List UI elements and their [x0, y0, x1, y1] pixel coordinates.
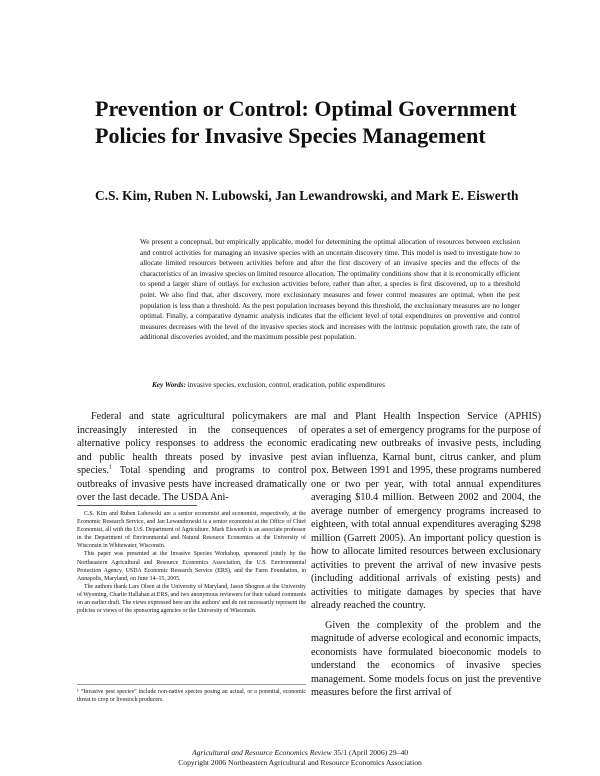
body-paragraph: mal and Plant Health Inspection Service (APHIS) operates a set of emergency programs for the purpose of eradicating new outbreaks of invasive pests, including avian influenza, Karnal bunt, citrus canker, and plum pox. Between 1991 and 1995, these programs numbered one or two per year, with total annual expenditures averaging $10.4 million. Between 2002 and 2004, the average number of emergency programs increased to eighteen, with total annual expenditures averaging $298 million (Garrett 2005). An important policy question is how to allocate limited resources between exclusionary activities to prevent the arrival of new invasive pests (including additional arrivals of existing pests) and activities to mitigate damages by species that have already reached the country. — [311, 411, 541, 611]
keywords-label: Key Words: — [152, 381, 186, 389]
author-notes — [77, 510, 306, 615]
body-paragraph: Given the complexity of the problem and the magnitude of adverse ecological and economic impacts, economists have formulated bioeconomic models to understand the economics of invasive species management. Some models focus on just the preventive measures before the first arrival of — [311, 619, 541, 698]
body-text: Federal and state agricultural policymakers are increasingly interested in the consequences of alternative policy responses to address the economic and public health threats posed by invasive pest species. — [77, 411, 307, 476]
abstract: We present a conceptual, but empirically applicable, model for determining the optimal allocation of resources between exclusion and control activities for managing an invasive species with an uncertain discovery time. This model is used to investigate how to allocate limited resources between activities before and after the first discovery of an invasive species and the effects of the characteristics of an invasive species on limited resource allocation. The optimality conditions show that it is economically efficient to spend a larger share of outlays for exclusion activities before, rather than after, a species is first discovered, up to a threshold point. We also find that, after discovery, more exclusionary measures and fewer control measures are optimal, when the pest population is less than a threshold. As the pest population increases beyond this threshold, the exclusionary measures are no longer optimal. Finally, a comparative dynamic analysis indicates that the efficient level of total expenditures on preventive and control measures decreases with the level of the invasive species stock and increases with the intrinsic population growth rate, the rate of additional discoveries avoided, and the maximum possible pest population. — [140, 238, 520, 342]
journal-name: Agricultural and Resource Economics Review — [191, 748, 332, 757]
body-paragraph — [77, 410, 307, 505]
copyright-notice: Copyright 2006 Northeastern Agricultural and Resource Economics Association — [178, 757, 422, 767]
keywords-text: invasive species, exclusion, control, eradication, public expenditures — [187, 381, 385, 389]
keywords — [152, 380, 522, 390]
body-column-right — [311, 410, 541, 700]
page-footer — [130, 748, 470, 767]
author-list: C.S. Kim, Ruben N. Lubowski, Jan Lewandrowski, and Mark E. Eiswerth — [95, 188, 519, 203]
author-note: C.S. Kim and Ruben Lubowski are a senior economist and economist, respectively, at the Economic Research Service, and Jan Lewandrowski is a senior economist at the Office of Chief Economist, all with the U.S. Department of Agriculture. Mark Eiswerth is an associate professor in the Department of Environmental and Natural Resource Economics at the University of Wisconsin in Whitewater, Wisconsin. — [77, 511, 306, 550]
footnote-1: ¹ “Invasive pest species” include non-native species posing an actual, or a potential, economic threat to crop or livestock producers. — [77, 689, 306, 704]
paper-title: Prevention or Control: Optimal Government Policies for Invasive Species Management — [95, 96, 517, 148]
footnote-marker: 1 — [108, 464, 112, 471]
footnote-divider — [77, 505, 197, 506]
body-text: Total spending and programs to control outbreaks of invasive pests have increased dramatically over the last decade. The USDA Ani- — [77, 465, 307, 503]
footnote-divider-2 — [77, 684, 306, 685]
author-note: This paper was presented at the Invasive Species Workshop, sponsored jointly by the Northeastern Agricultural and Resource Economics Association, the U.S. Environmental Protection Agency, USDA Economic Research Service (ERS), and the Farm Foundation, in Annapolis, Maryland, on June 14–15, 2005. — [77, 551, 306, 582]
author-note: The authors thank Lars Olsen at the University of Maryland, Jason Shogren at the University of Wyoming, Charlie Hallahan at ERS, and two anonymous reviewers for their valued comments on an earlier draft. The views expressed here are the authors' and do not necessarily represent the policies or views of the sponsoring agencies or the University of Wisconsin. — [77, 583, 306, 615]
journal-citation: 35/1 (April 2006) 29–40 — [331, 748, 409, 757]
body-column-left — [77, 410, 307, 505]
